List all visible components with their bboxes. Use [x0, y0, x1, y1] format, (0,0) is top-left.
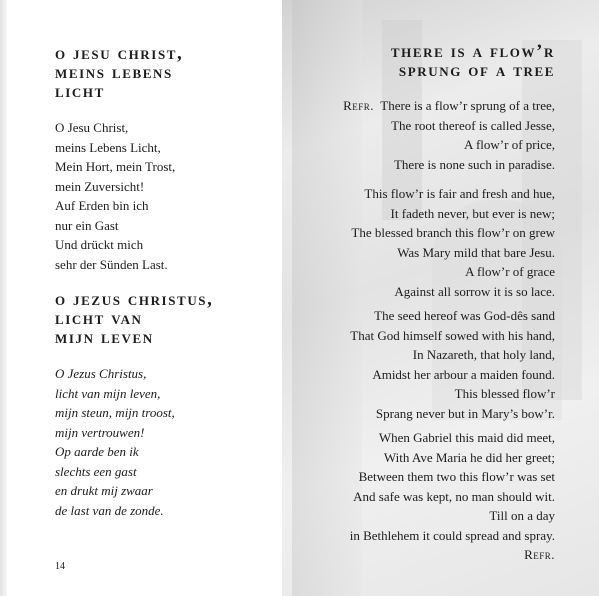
- verse-line: This flow’r is fair and fresh and hue,: [364, 186, 555, 201]
- verse-line: Mein Hort, mein Trost,: [55, 159, 176, 174]
- verse-line: This blessed flow’r: [454, 386, 555, 401]
- german-title-line: meins lebens: [55, 62, 173, 83]
- verse-line: The blessed branch this flow’r on grew: [351, 225, 555, 240]
- refrain-label: Refr.: [524, 547, 555, 562]
- verse-line: That God himself sowed with his hand,: [350, 327, 555, 343]
- german-title: [55, 44, 183, 101]
- verse-line: Amidst her arbour a maiden found.: [372, 366, 555, 382]
- verse-line: licht van mijn leven,: [55, 385, 161, 401]
- verse-line: Sprang never but in Mary’s bow’r.: [375, 405, 555, 421]
- verse-line: in Bethlehem it could spread and spray.: [349, 527, 555, 543]
- english-title: [391, 42, 555, 80]
- english-title-line: there is a flow’r: [390, 41, 555, 62]
- dutch-title-line: o jezus christus,: [55, 289, 214, 310]
- refrain-label: Refr.: [343, 98, 375, 113]
- verse-line: Against all sorrow it is so lace.: [394, 283, 555, 299]
- verse-line: O Jesu Christ,: [55, 120, 129, 135]
- verse-line: mein Zuversicht!: [55, 178, 145, 194]
- english-title-line: sprung of a tree: [398, 60, 555, 81]
- english-stanza-3: [350, 306, 555, 423]
- english-stanza-2: [351, 184, 555, 301]
- dutch-verse: [55, 364, 175, 520]
- english-stanza-1: [343, 96, 555, 174]
- verse-line: It fadeth never, but ever is new;: [390, 205, 555, 221]
- verse-line: [343, 96, 555, 116]
- verse-line: And safe was kept, no man should wit.: [353, 488, 555, 504]
- verse-line: Und drückt mich: [55, 237, 144, 252]
- verse-line: slechts een gast: [55, 463, 137, 479]
- verse-line: de last van de zonde.: [55, 502, 164, 518]
- verse-line: A flow’r of price,: [464, 137, 555, 152]
- verse-line: There is none such in paradise.: [393, 156, 555, 172]
- verse-line-text: There is a flow’r sprung of a tree,: [380, 98, 555, 113]
- verse-line: Op aarde ben ik: [55, 444, 139, 459]
- german-title-line: licht: [55, 81, 105, 102]
- dutch-title-line: licht van: [55, 308, 143, 329]
- verse-line: Auf Erden bin ich: [55, 198, 149, 213]
- verse-line: The seed hereof was God-dês sand: [374, 308, 555, 323]
- verse-line: In Nazareth, that holy land,: [412, 347, 555, 362]
- verse-line: When Gabriel this maid did meet,: [378, 430, 555, 445]
- verse-line: Till on a day: [489, 508, 555, 523]
- verse-line: meins Lebens Licht,: [55, 139, 161, 155]
- left-page: [0, 0, 282, 596]
- dutch-title-line: mijn leven: [55, 327, 154, 348]
- verse-line: mijn vertrouwen!: [55, 424, 145, 440]
- verse-line: mijn steun, mijn troost,: [55, 405, 175, 420]
- verse-line: en drukt mij zwaar: [55, 483, 153, 498]
- verse-line: nur ein Gast: [55, 217, 119, 233]
- verse-line: Was Mary mild that bare Jesu.: [397, 244, 555, 260]
- verse-line: With Ave Maria he did her greet;: [383, 449, 555, 465]
- verse-line: A flow’r of grace: [465, 264, 555, 279]
- german-title-line: o jesu christ,: [55, 43, 184, 64]
- verse-line: The root thereof is called Jesse,: [391, 117, 555, 133]
- page-number: 14: [55, 561, 65, 572]
- verse-line: O Jezus Christus,: [55, 366, 147, 381]
- english-stanza-4: [350, 428, 555, 565]
- verse-line: Between them two this flow’r was set: [358, 469, 555, 484]
- page-gutter-shadow: [0, 0, 7, 596]
- german-verse: [55, 118, 175, 274]
- verse-line: sehr der Sünden Last.: [55, 256, 168, 272]
- dutch-title: [55, 290, 214, 347]
